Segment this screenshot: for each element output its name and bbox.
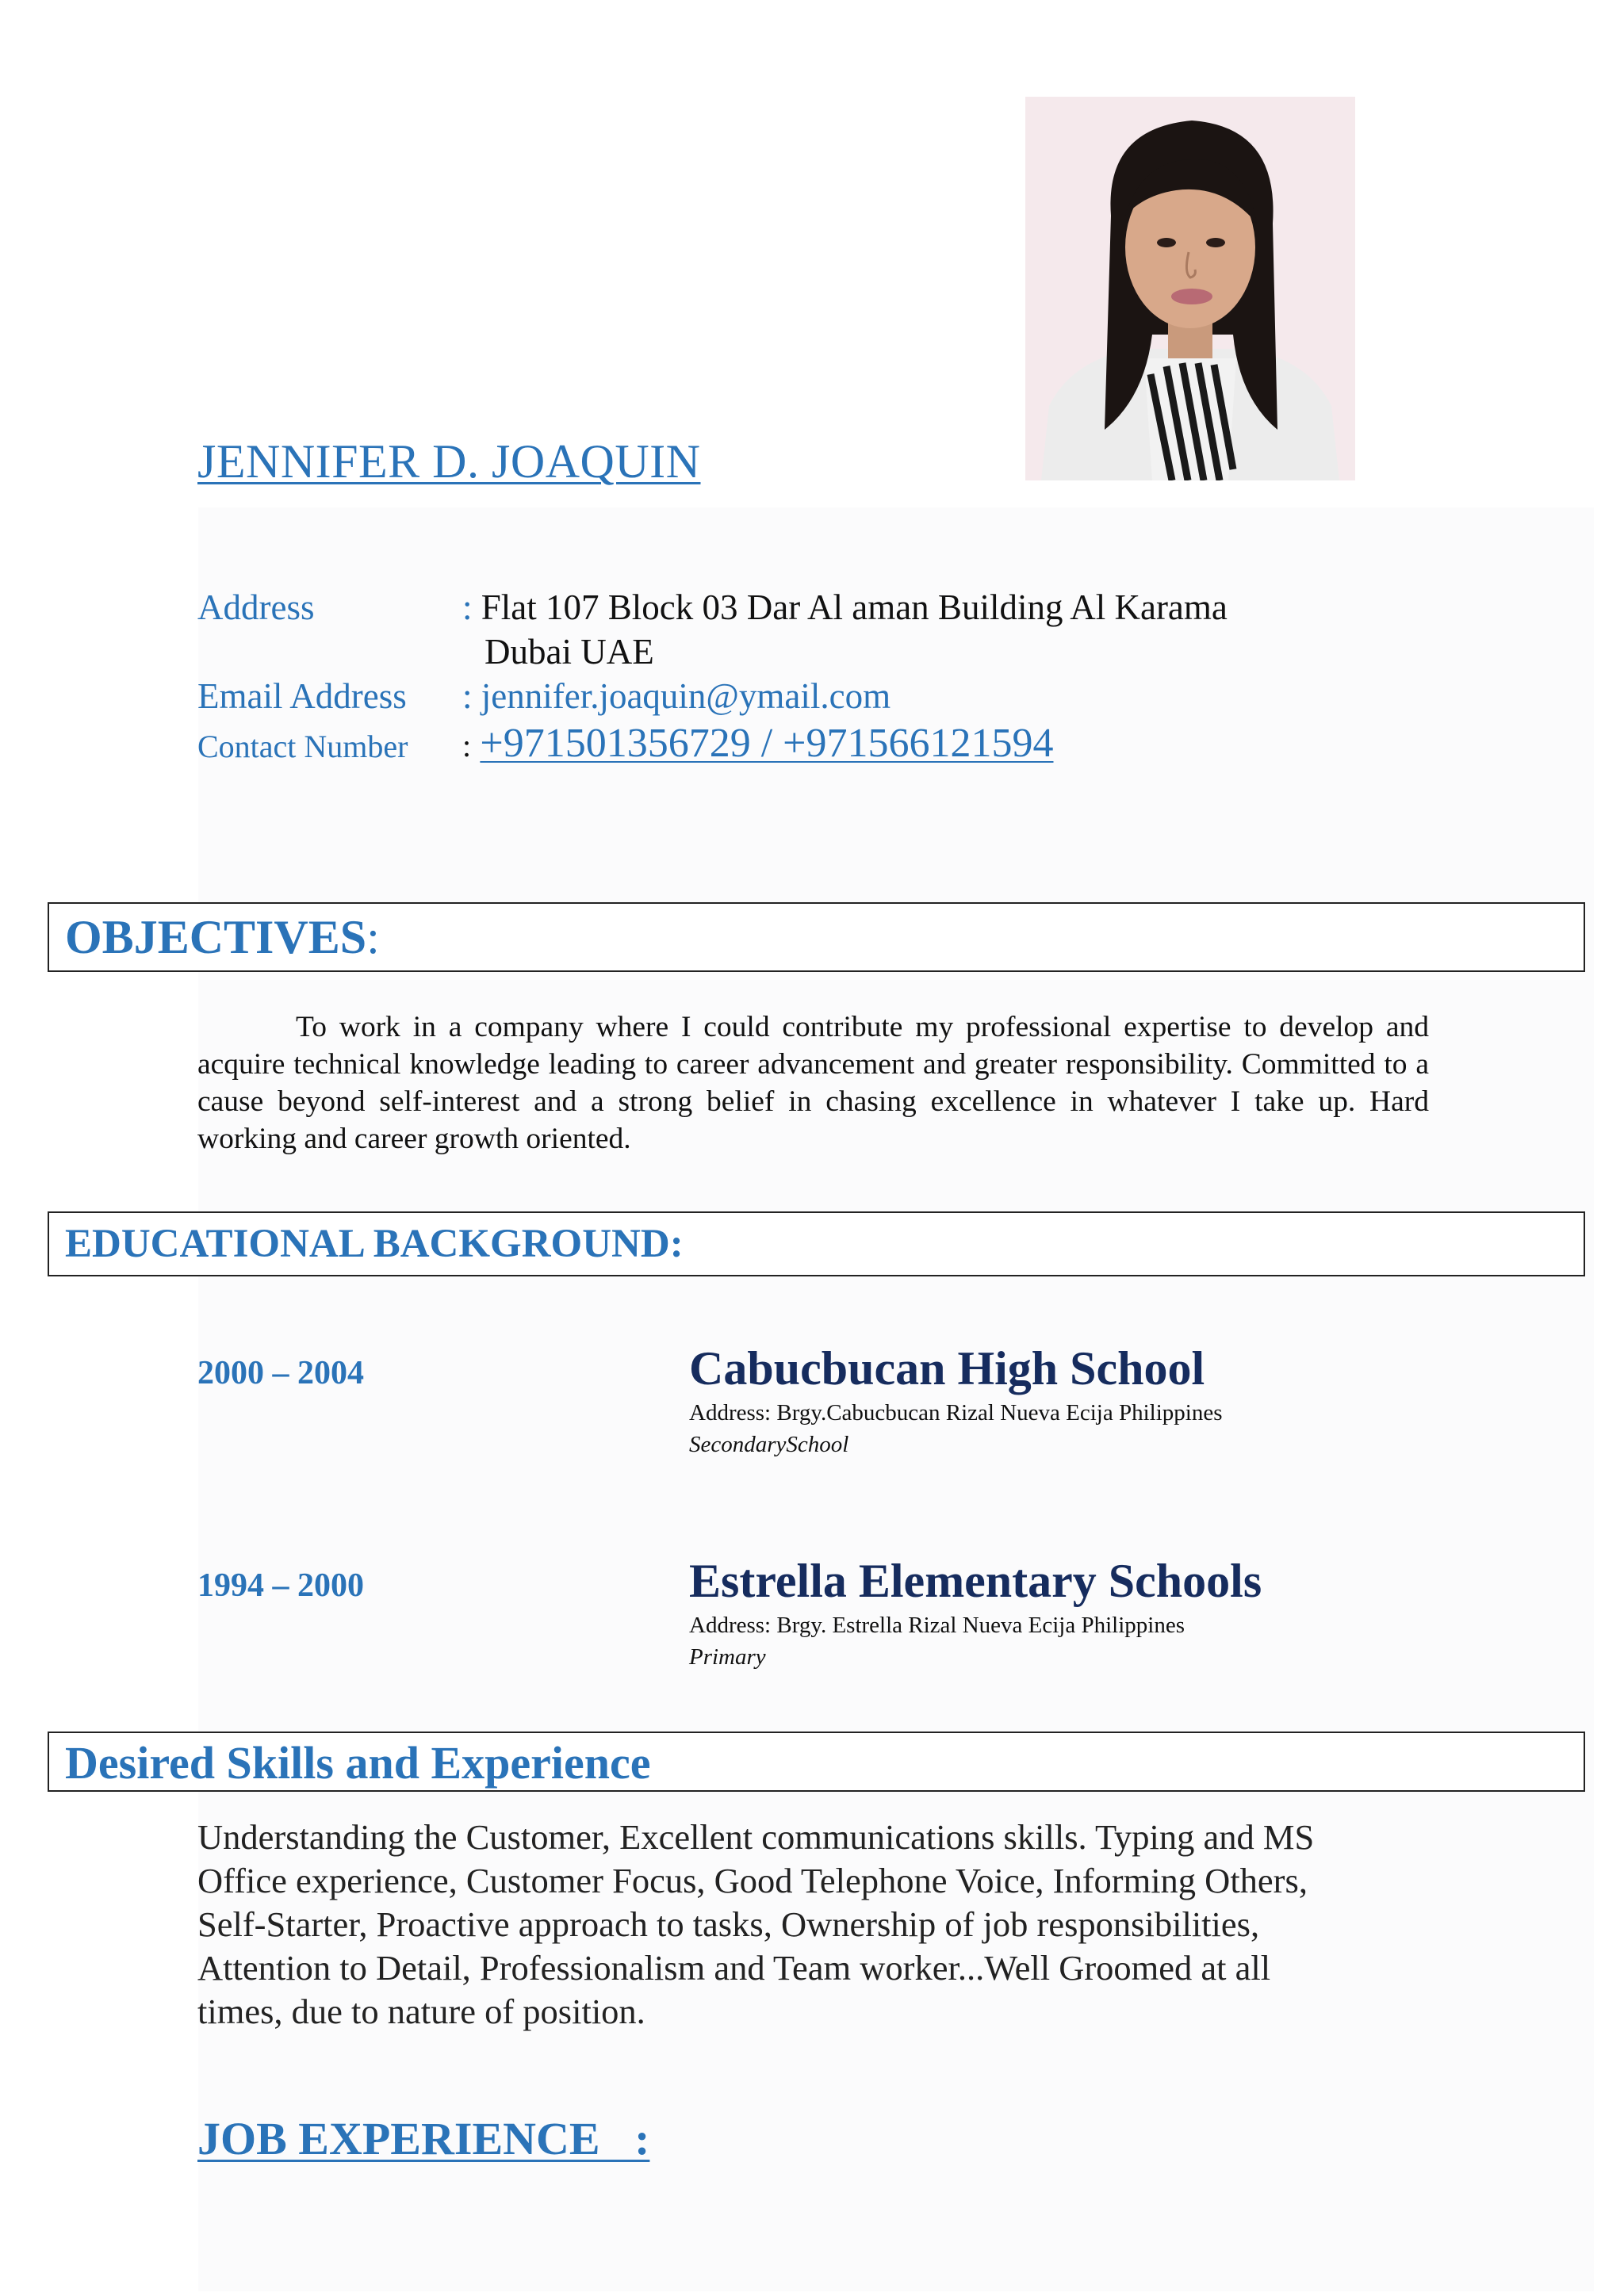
portrait-photo (1025, 97, 1355, 480)
address-label: Address (197, 587, 315, 627)
education-1-level: SecondarySchool (689, 1432, 849, 1457)
email-colon: : (462, 676, 473, 716)
email-value[interactable] (462, 675, 891, 717)
education-2-school: Estrella Elementary Schools (689, 1555, 1262, 1607)
skills-line: Office experience, Customer Focus, Good Telephone Voice, Informing Others, (197, 1861, 1308, 1900)
education-title: EDUCATIONAL BACKGROUND: (65, 1222, 684, 1266)
email-address[interactable]: jennifer.joaquin@ymail.com (481, 676, 891, 716)
objectives-title (65, 910, 380, 965)
phone-numbers[interactable]: +971501356729 / +971566121594 (480, 721, 1054, 766)
education-section-header (48, 1211, 1585, 1276)
address-line-2: Dubai UAE (485, 632, 654, 672)
education-2-level: Primary (689, 1644, 766, 1670)
phone-label: Contact Number (197, 729, 408, 764)
phone-colon: : (462, 728, 472, 763)
education-2-address: Address: Brgy. Estrella Rizal Nueva Ecija Philippines (689, 1613, 1185, 1638)
address-colon: : (462, 587, 473, 627)
address-line-1: Flat 107 Block 03 Dar Al aman Building Al Karama (481, 587, 1228, 627)
objective-text: To work in a company where I could contribute my professional expertise to develop and acquire technical knowledge leading to career advancement and greater responsibility. Committed to a cause beyond self-interest and a strong belief in chasing excellence in whatever I take up. Hard working and career growth oriented. (197, 1011, 1429, 1155)
education-1-address: Address: Brgy.Cabucbucan Rizal Nueva Ecija Philippines (689, 1400, 1223, 1425)
skills-line: times, due to nature of position. (197, 1992, 645, 2031)
skills-line: Self-Starter, Proactive approach to tasks, Ownership of job responsibilities, (197, 1904, 1260, 1944)
phone-value[interactable] (462, 720, 1053, 767)
education-2-years: 1994 – 2000 (197, 1567, 364, 1604)
skills-paragraph (197, 1816, 1434, 2034)
education-1-years: 2000 – 2004 (197, 1355, 364, 1391)
skills-title: Desired Skills and Experience (65, 1737, 651, 1789)
skills-section-header (48, 1732, 1585, 1792)
email-label: Email Address (197, 676, 407, 716)
address-value (462, 587, 1228, 628)
candidate-name: JENNIFER D. JOAQUIN (197, 435, 701, 488)
job-experience-heading: JOB EXPERIENCE : (197, 2113, 650, 2164)
objective-paragraph (197, 1008, 1429, 1158)
skills-line: Attention to Detail, Professionalism and Team worker...Well Groomed at all (197, 1948, 1271, 1988)
objectives-title-text: OBJECTIVES (65, 911, 367, 963)
objectives-section-header (48, 902, 1585, 972)
objectives-title-colon: : (366, 911, 380, 963)
education-1-school: Cabucbucan High School (689, 1342, 1205, 1395)
skills-line: Understanding the Customer, Excellent communications skills. Typing and MS (197, 1817, 1315, 1857)
